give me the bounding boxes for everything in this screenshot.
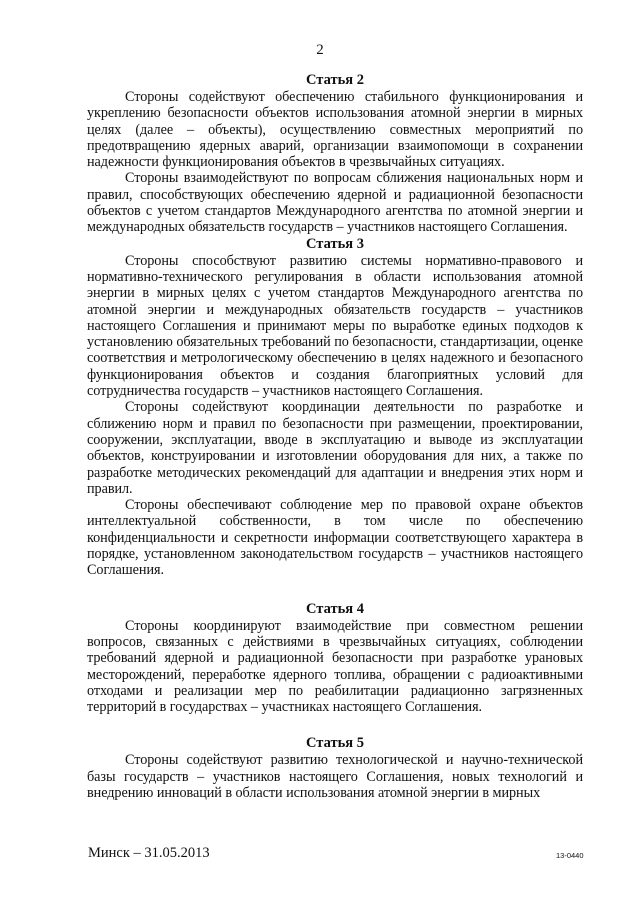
article-heading: Статья 4 [306, 600, 364, 617]
article-2 [87, 72, 583, 236]
article-paragraph: Стороны обеспечивают соблюдение мер по правовой охране объектов интеллектуальной собственности, в том числе по обеспечению конфиденциальности и секретности информации соответствующего характера в порядке, установленном законодательством государств – участников настоящего Соглашения. [87, 497, 583, 579]
article-paragraph: Стороны содействуют координации деятельности по разработке и сближению норм и правил по безопасности при размещении, проектировании, сооружении, эксплуатации, вводе в эксплуатацию и выводе из эксплуатации объектов, конструировании и изготовлении оборудования для них, а также по разработке методических рекомендаций для адаптации и внедрения этих норм и правил. [87, 399, 583, 497]
footer-place-date: Минск – 31.05.2013 [88, 845, 210, 861]
article-heading: Статья 3 [306, 235, 364, 252]
article-paragraph: Стороны взаимодействуют по вопросам сближения национальных норм и правил, способствующих обеспечению ядерной и радиационной безопасности объектов с учетом стандартов Международного агентства по атомной энергии и международных обязательств государств – участников настоящего Соглашения. [87, 170, 583, 236]
article-paragraph: Стороны способствуют развитию системы нормативно-правового и нормативно-технического регулирования в области использования атомной энергии в мирных целях с учетом стандартов Международного агентства по атомной энергии и международных обязательств государств – участников настоящего Соглашения и принимают меры по выработке единых подходов к установлению обязательных требований по безопасности, стандартизации, оценке соответствия и метрологическому обеспечению в целях надежного и безопасного функционирования объектов и создания благоприятных условий для сотрудничества государств – участников настоящего Соглашения. [87, 252, 583, 400]
article-heading: Статья 2 [306, 72, 364, 88]
article-paragraph: Стороны координируют взаимодействие при совместном решении вопросов, связанных с действиями в чрезвычайных ситуациях, соблюдении требований ядерной и радиационной безопасности при разработке урановых месторождений, переработке ядерного топлива, обращении с радиоактивными отходами и реализации мер по реабилитации радиационно загрязненных территорий в государствах – участниках настоящего Соглашения. [87, 617, 583, 716]
article-4 [87, 601, 583, 716]
article-3 [87, 236, 583, 579]
document-body [87, 72, 583, 801]
article-paragraph: Стороны содействуют обеспечению стабильного функционирования и укреплению безопасности объектов использования атомной энергии в мирных целях (далее – объекты), осуществлению совместных мероприятий по предотвращению ядерных аварий, организации взаимопомощи в сохранении надежности функционирования объектов в чрезвычайных ситуациях. [87, 89, 583, 171]
article-heading: Статья 5 [306, 735, 364, 752]
article-paragraph: Стороны содействуют развитию технологической и научно-технической базы государств – участников настоящего Соглашения, новых технологий и внедрению инноваций в области использования атомной энергии в мирных [87, 752, 583, 801]
article-5 [87, 735, 583, 801]
page-number: 2 [316, 42, 324, 58]
footer-doc-code: 13-0440 [556, 851, 584, 860]
